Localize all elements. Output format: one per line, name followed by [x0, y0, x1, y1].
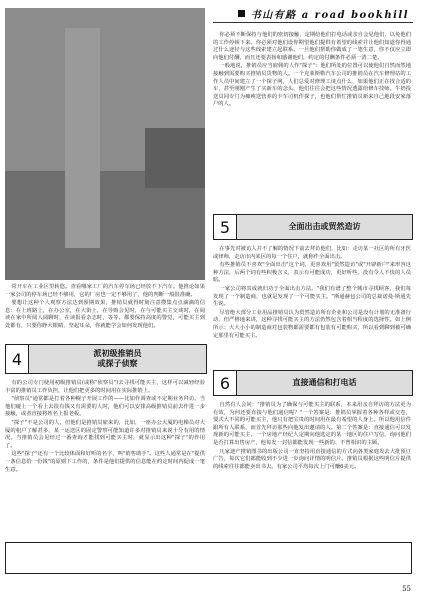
paragraph: 有的公司专门使用初级推销员(或称"侦察员")去寻找可能买主，这样可以减轻经验丰富的推销员工作负担，让他们把更多的时间用在实际推销上。 — [5, 380, 205, 394]
paragraph: 你必须不断保持与他们的密切接触，定期给他们打电话或亲自会见他们，以免他们的工作停顿下来。你必须对他们设你期望他们提供有希望的线索并让他们知道你得通过什么途径与这些线索建立起联系。一旦他们帮助你做成了一笔生意，你不仅应立即向他们付酬，而且还要表扬和感谢他们，约定的付酬条件必须一清二楚。 — [213, 32, 411, 61]
page-number: 55 — [402, 585, 411, 593]
right-column-middle — [213, 246, 411, 341]
paragraph: 要想让这种个人观察方法达到预期效果，推销员就得时刻注意搜集点点滴滴的信息：在上班路上，在办公室，在大街上，在导购会见时，在与可能买主交谈时，在阅读在家中所阅人阅聊时，在读报看杂志时，等等。都要保持高度的警觉，可能买主到处都有，只要你睁大眼睛，坚起耳朵，你就能学会如何发现他们。 — [5, 300, 205, 329]
running-header — [238, 6, 409, 20]
paragraph: 尽管绝大部分工业用品推销员认为贸然造访所有企业和公司是没有计划的无准备行动，但严格地来讲，这种寻找可能买主的方法仍然包含着相当程度的选择性。如上例所示：大大小小的制造商对包装物都需要都有包装有可能购买，所以看到聊到被可确定那里有可能买主。 — [213, 309, 411, 339]
right-column-top — [213, 32, 411, 110]
paragraph: "探子"不是公司的人，但他们是推销员雇来的，比如，一座办公大厦的电梯员对大厦的租户了解甚多，某一运送区的固定警察可能知道许多对推销员来说十分有用的情况。当推销员会见经过一番查询才能找到可能买主时，就显示出这种"探子"的作用了。 — [5, 419, 205, 449]
paragraph: 自然有人会问："推销员为了确保与可能买主的联系，本来用亲自拜访的方法更为有效，为何还要直接与他们通信呢？"一个答案是：推销员掌握着各种各样或交卷，要式大不同的可能买主，他只有把宝贵的时间用在最有希望的人身上。所以他用信件跟所有人联系，而首先拜访那些向他发出邀请的人。第二个答案是：直接通信可以发现新的可能买主，一个房地产经纪人定期向他选定的某一地区的住户写信，询问他们是否打算出售房产，他每发一封信都能发现一些新的、不曾相识的主顾。 — [213, 402, 411, 446]
section-4-heading — [5, 344, 207, 374]
paragraph: "侦察员"通常都是打着各种幌子开展工作的——比如作调查或不定期业务拜访。当他们碰上一个看上去很有钱又有需要的人时，他们可以安排高级推销员前去作进一步接触，或者直接将姓名上报老板。 — [5, 396, 205, 418]
paragraph: 这些"探子"还有一个比较体面和好听的名字，叫"销售助手"。这些人通常是在"提供一条信息给一份钱"的原则下工作的，条件是他们提供的信息能在约定时间内促成一笔生意。 — [5, 451, 205, 473]
paragraph: 一般地说，推销员应当雇佣的人作"探子"：他们所处的位置可以使他们自然而然地接触到需要购买推销员货物的人。一个克莱斯勒汽车公司的推销员在汽车修理站的工作人员中间建立了一个探子网，人们总爱对修理工谈点什么，如果他们正在找合适的车，甚至刚刚产生了买新车的念头，他们往往会把这些情况透露给修车技师。牛奶投送员同专门为瘫痪送营养的卡车司机作探子，也他们帮忙推销员新来自己地段安家落户的人。 — [213, 63, 411, 108]
left-column-top — [5, 284, 205, 332]
section-number: 6 — [214, 371, 237, 395]
section-5-heading — [213, 214, 413, 240]
section-title: 派初级推销员 或探子侦察 — [29, 345, 206, 373]
section-number: 4 — [6, 345, 29, 373]
paragraph: 有些推销员不喜欢"全面出击"这个词，更喜欢用"贸然造访"或"开辟新户"来形容这种方法，后两个词有些积极含义，表示有可能成功，更好听些。没有令人不快的人员暗。 — [213, 262, 411, 284]
paragraph: 一家公司将其成就归功于全面出击方法。"我们有谱了整个城市寻找顾客，我们每发现了一个制造商，也就是发现了一个可能买主。"斯通赫包公司的总裁诺曼·斯通先生说。 — [213, 285, 411, 308]
paragraph: 在事先对被访人并不了解的情况下前去拜访他们，比如：走访某一社区的所有牙医或律师，走访市内某区的每一个住户，就称作全面出击。 — [213, 246, 411, 260]
header-rule — [213, 22, 413, 23]
section-title: 全面出击或贸然造访 — [237, 215, 412, 239]
paragraph: 常开车在工业区里转悠。查看哪家工厂的汽车停车场已经放不下汽车。他推论如果一家公司的停车场已经不够用，它的厂房也一定不够用了，他的判断一般很准确。 — [5, 284, 205, 298]
section-title: 直接通信和打电话 — [237, 371, 412, 395]
bottom-frame — [5, 542, 412, 574]
photo-illustration — [5, 8, 205, 280]
right-column-bottom — [213, 402, 411, 472]
section-6-heading — [213, 370, 413, 396]
square-bullet-icon — [238, 10, 245, 17]
running-header-text: 书山有路 a road bookhill — [250, 9, 409, 21]
left-column-bottom — [5, 380, 205, 475]
section-number: 5 — [214, 215, 237, 239]
paragraph: 凡家迪产推销图书的出版公司一直坚持用直接通信的方式向各类家庭发去大批预订广告，每次它们都能收到不少进一步询问详情的明信片。推销员根据这些明信片提供的线索往往都能卖出书去。有家公司平均每次上门可赚6美元。 — [213, 448, 411, 470]
